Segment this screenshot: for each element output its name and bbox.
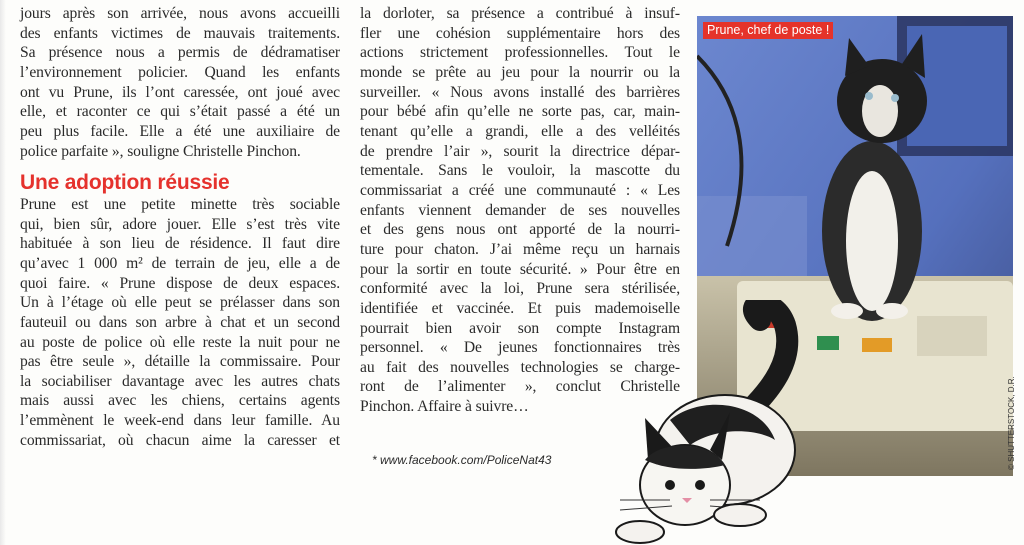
text-line: Pinchon. Affaire à suivre… [360,398,529,416]
text-line: et des gens nous ont apporté de la nourri- [360,221,680,239]
text-line: actions strictement professionnelles. Tout le [360,44,680,62]
text-line: Sa présence nous a permis de dédramatiser [20,44,340,62]
text-line: au poste de police où elle reste la nuit pour ne [20,333,340,351]
text-line: ont vu Prune, ils l’ont caressée, ont joué avec [20,83,340,101]
text-line: commissariat a créé une communauté : « Les [360,181,680,199]
text-line: commissariat, où chacun aime la caresser et [20,431,340,449]
text-line: l’environnement policier. Quand les enfants [20,63,340,81]
text-line: peu plus facile. Elle a été une auxiliaire de [20,122,340,140]
text-line: personnel. « De jeunes fonctionnaires très [360,339,680,357]
text-line: l’emmènent le week-end dans leur famille. Au [20,412,340,430]
photo-caption: Prune, chef de poste ! [703,22,833,39]
text-line: quoi faire. « Prune dispose de deux espaces. [20,274,340,292]
text-line: conformité avec la loi, Prune sera stérilisée, [360,280,680,298]
text-line: Un à l’étage où elle peut se prélasser dans son [20,294,340,312]
text-line: pour bébé afin qu’elle ne sorte pas, car, main- [360,103,680,121]
text-line: ront de l’alimenter », conclut Christelle [360,378,680,396]
text-line: tementale. Sans le vouloir, la mascotte du [360,162,680,180]
text-line: de prendre l’air », sourit la directrice dépar- [360,142,680,160]
text-line: des enfants victimes de mauvais traitements. [20,24,340,42]
footnote-link[interactable]: * www.facebook.com/PoliceNat43 [372,453,552,467]
paragraph-intro [20,4,340,161]
text-line: la sociabiliser davantage avec les autres chats [20,372,340,390]
text-line: Prune est une petite minette très sociable [20,195,340,213]
text-line: identifiée et vaccinée. Et puis mademoiselle [360,299,680,317]
scan-edge [0,0,6,545]
text-line: tenant qu’elle a grandi, elle a des velléités [360,122,680,140]
text-line: monde se prête au jeu pour la nourrir ou la [360,63,680,81]
cat-illustration [600,300,810,545]
text-line: fler une cohésion supplémentaire hors des [360,24,680,42]
text-line: mais aussi avec les chiens, certains agents [20,392,340,410]
article-column-1 [20,4,340,450]
subheading: Une adoption réussie [20,171,230,195]
text-line: habituée à son lieu de résidence. Il faut dire [20,235,340,253]
text-line: qu’avec 1 000 m² de terrain de jeu, elle a de [20,254,340,272]
paragraph-adoption [20,195,340,451]
text-line: ture pour chaton. J’ai même reçu un harnais [360,240,680,258]
text-line: la dorloter, sa présence a contribué à insuf- [360,5,680,22]
text-line: elle, et raconter ce qui s’était passé a été un [20,103,340,121]
text-line: surveiller. « Nous avons installé des barrières [360,83,680,101]
text-line: jours après son arrivée, nous avons accueilli [20,5,340,22]
text-line: qui, bien sûr, adore jouer. Elle s’est très vite [20,215,340,233]
photo-credit: © SHUTTERSTOCK, D.R. [1007,376,1016,470]
text-line: fauteuil ou dans son arbre à chat et un second [20,313,340,331]
text-line: au fait des nouvelles technologies se charge- [360,358,680,376]
text-line: police parfaite », souligne Christelle Pinchon. [20,142,301,160]
text-line: pas être seule », détaille la commissaire. Pour [20,353,340,371]
text-line: enfants viennent demander de ses nouvelles [360,201,680,219]
text-line: pourrait bien avoir son compte Instagram [360,319,680,337]
text-line: pour la sortir en toute sécurité. » Pour être en [360,260,680,278]
